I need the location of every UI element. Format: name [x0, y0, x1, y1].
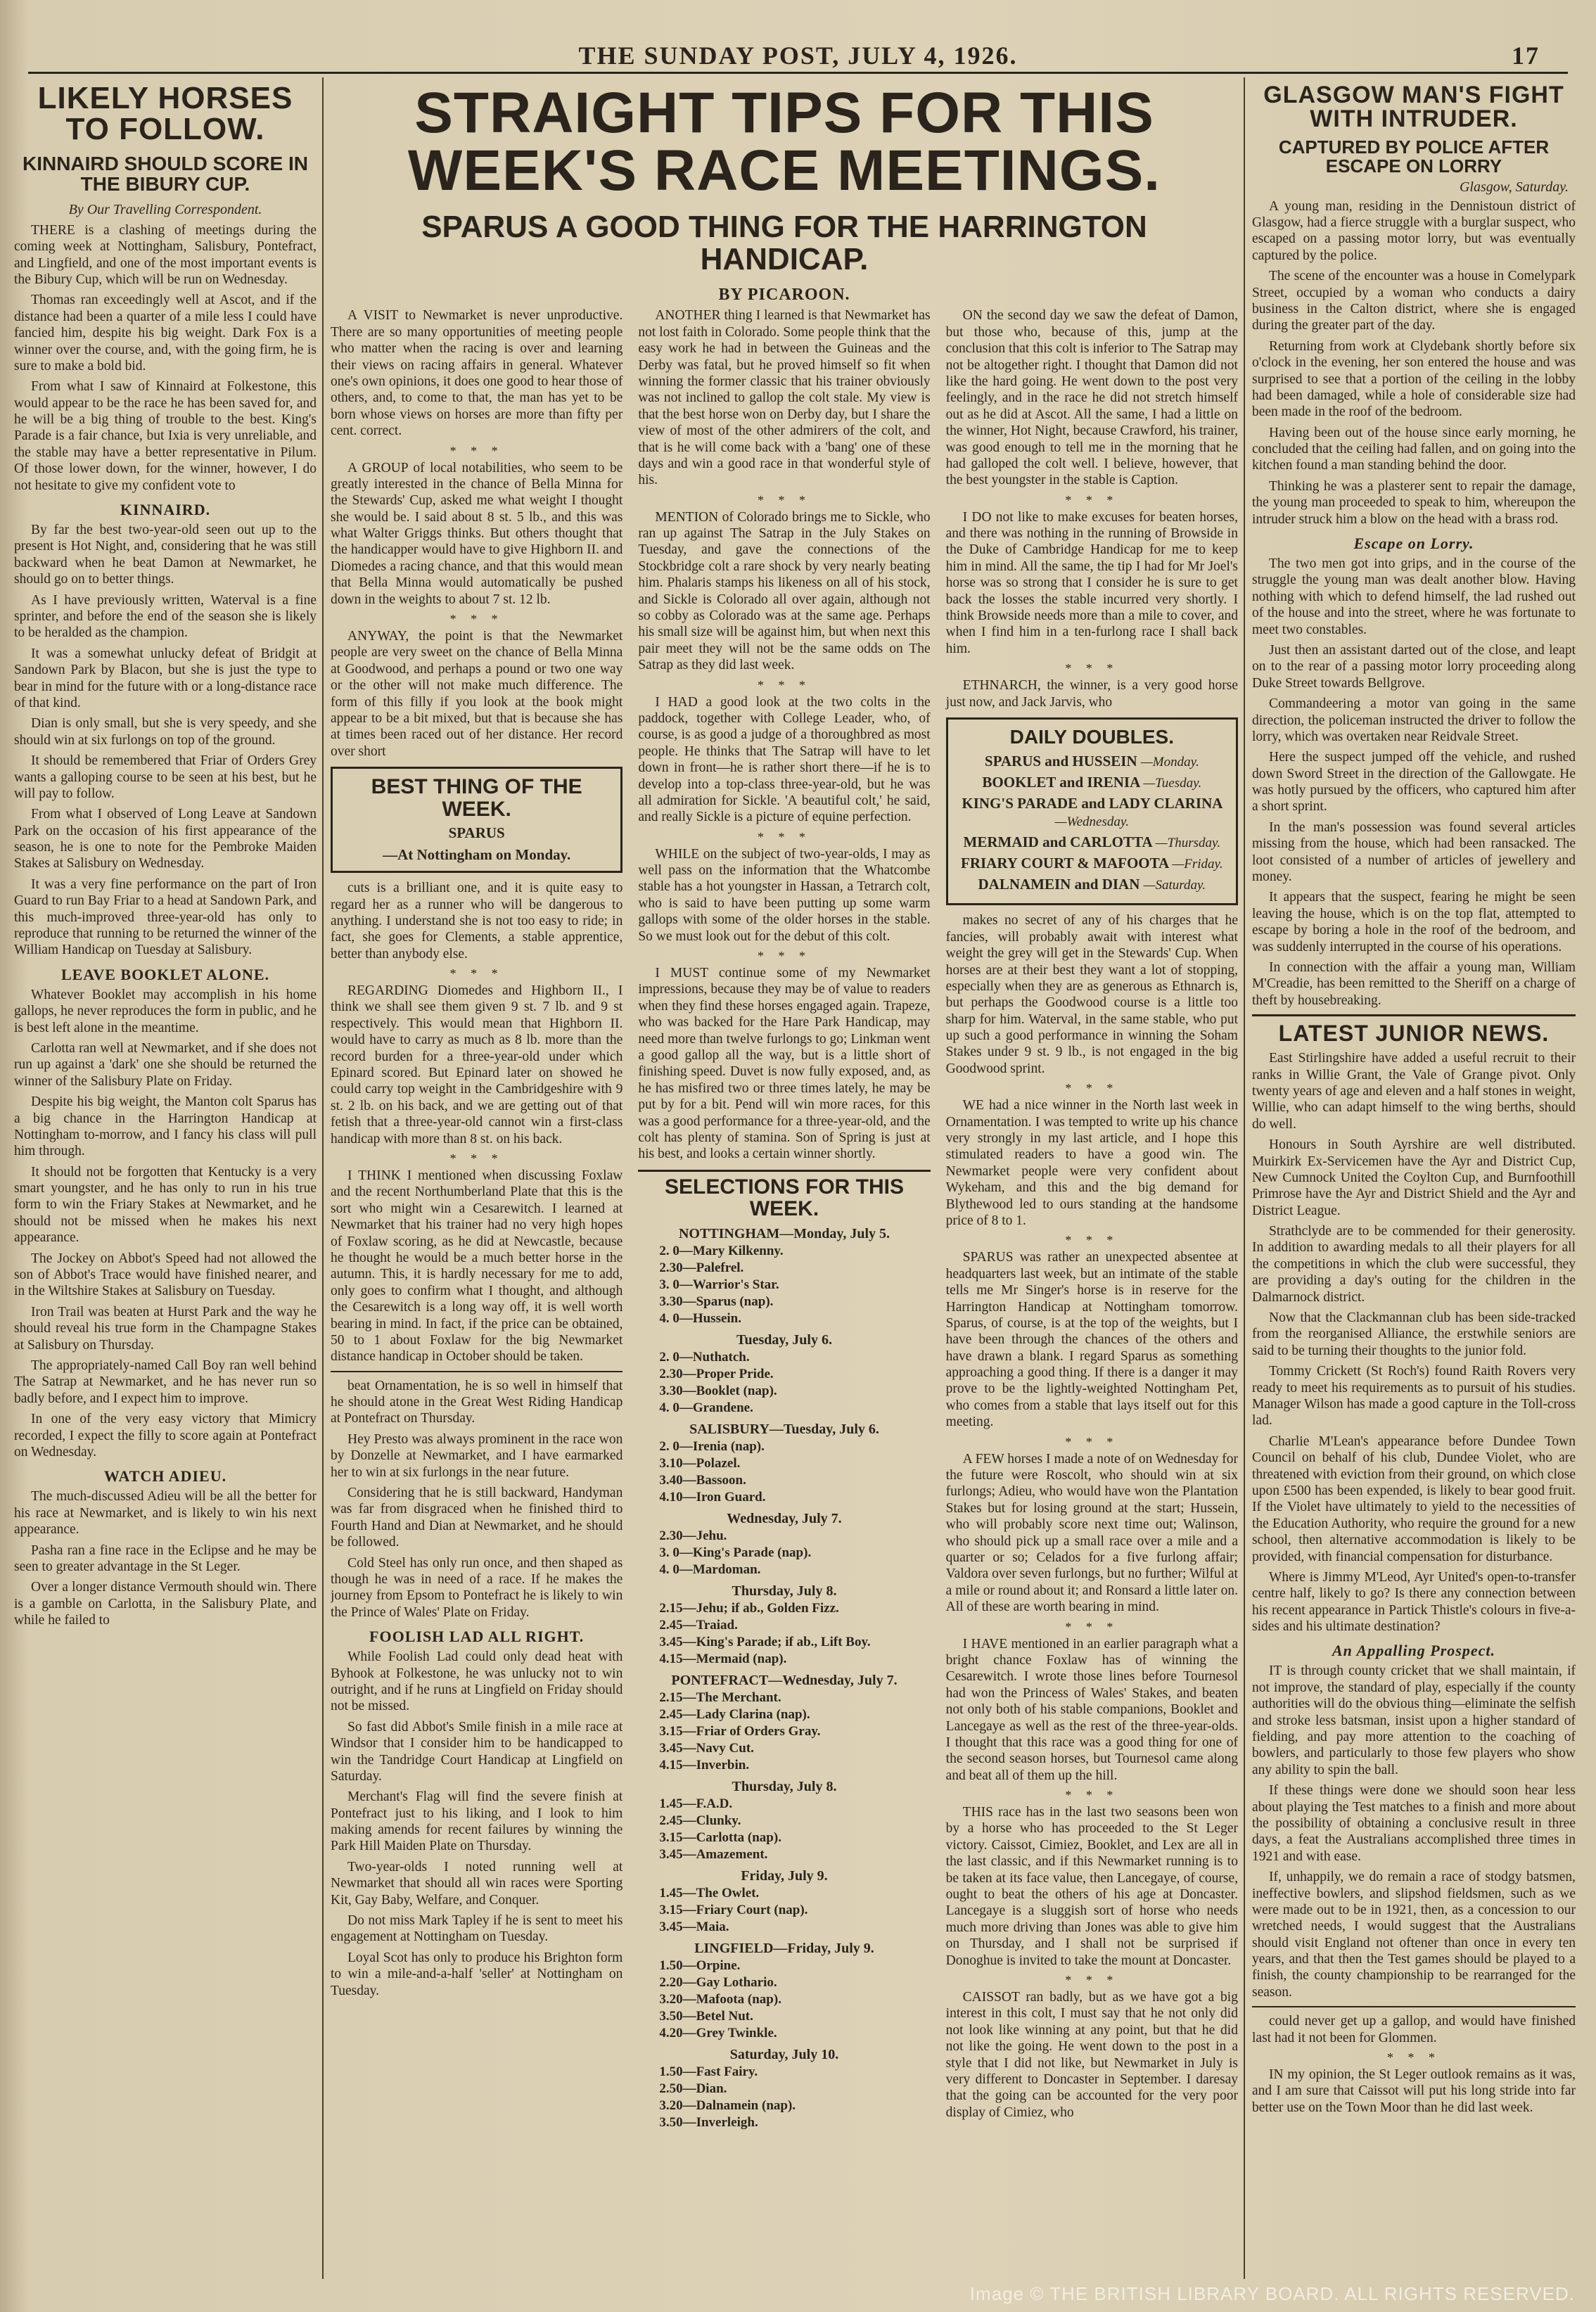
selections-day-label: Thursday, July 8. — [732, 1778, 837, 1794]
left-paragraph: From what I observed of Long Leave at Sandown Park on the occasion of his first appearance of the season, he is one to note for the Pembroke Maiden Stakes at Salisbury on Wednesday. — [14, 807, 317, 871]
story-paragraph: Hey Presto was always prominent in the race won by Donzelle at Newmarket, and I have earmarked her to win at six furlongs in the near future. — [331, 1431, 623, 1480]
story-paragraph: Two-year-olds I noted running well at Newmarket that should all win races were Sporting Kit, Gay Baby, Welfare, and Conquer. — [331, 1859, 623, 1908]
story-paragraph: A GROUP of local notabilities, who seem to be greatly interested in the chance of Bella Minna for the Stewards' Cup, asked me what weight I thought she would be. I said about 8 st. 5 lb., and this was what Walter Griggs thinks. But others thought that the handicapper would have to give Highborn II. and Diomedes a racing chance, and that this would mean that Bella Minna would automatically be pushed down in the weights to about 7 st. 12 lb. — [331, 460, 623, 607]
main-byline: BY PICAROON. — [718, 286, 850, 305]
story-paragraph: A VISIT to Newmarket is never unproductive. There are so many opportunities of meeting people who matter when the racing is over and learning their views on racing affairs in general. Whatever one's own opinions, it does one good to hear those of others, and, to come to that, the man has yet to be born whose views on horses are more than fifty per cent. correct. — [331, 308, 623, 439]
right-paragraph: The two men got into grips, and in the course of the struggle the young man was dealt another blow. Having nothing with which to defend himself, the lad rushed out of the house and into the street, where he was fortunate to meet two constables. — [1252, 556, 1576, 637]
left-paragraph: It should be remembered that Friar of Orders Grey wants a galloping course to be seen at his best, but he will pay to follow. — [14, 753, 317, 801]
right-paragraph: In connection with the affair a young man, William M'Creadie, has been remitted to the Sheriff on a charge of theft by housebreaking. — [1252, 960, 1576, 1008]
right-paragraph: IN my opinion, the St Leger outlook remains as it was, and I am sure that Caissot will put his long stride into far better use on the Town Moor than he did last week. — [1252, 2067, 1576, 2115]
left-paragraph: Carlotta ran well at Newmarket, and if she does not run up against a 'dark' one she should be returned the winner of the Salisbury Plate on Friday. — [14, 1040, 317, 1089]
story-paragraph: Considering that he is still backward, Handyman was far from disgraced when he finished third to Fourth Hand and Dian at Newmarket, and he should be followed. — [331, 1486, 623, 1550]
selection-row: 2.45—Clunky. — [659, 1813, 741, 1828]
masthead — [28, 37, 1568, 74]
right-paragraph: Where is Jimmy M'Leod, Ayr United's open-to-transfer centre half, likely to go? Is there any connection between his recent appearance in Partick Thistle's colours in five-a-sides and his ultimate destination? — [1252, 1569, 1576, 1635]
double-day: —Friday. — [1172, 856, 1223, 871]
selection-row: 2.30—Proper Pride. — [659, 1366, 774, 1381]
selection-row: 2.15—The Merchant. — [659, 1690, 781, 1705]
double-pair: FRIARY COURT & MAFOOTA — [961, 854, 1169, 871]
story-paragraph: I HAD a good look at the two colts in the paddock, together with College Leader, who, of course, is as good a judge of a thoroughbred as most people. He thinks that The Satrap will have to let down in front—he is rather short there—if he is to develop into a top-class three-year-old, but he was all admiration for Sickle. 'A beautiful colt,' he said, and really Sickle is a picture of equine perfection. — [638, 694, 931, 825]
selection-row: 3.30—Booklet (nap). — [659, 1383, 777, 1398]
left-column — [14, 77, 317, 2293]
double-day: —Wednesday. — [1054, 815, 1129, 830]
left-section-kinnaird: KINNAIRD. — [120, 501, 211, 519]
right-headline: GLASGOW MAN'S FIGHT WITH INTRUDER. — [1263, 82, 1564, 132]
selections-day-label: NOTTINGHAM—Monday, July 5. — [678, 1225, 890, 1241]
left-paragraph: Dian is only small, but she is very speedy, and she should win at six furlongs on top of the ground. — [14, 716, 317, 748]
selections-day — [638, 1511, 930, 1578]
selection-row: 2. 0—Mary Kilkenny. — [659, 1243, 784, 1258]
selection-row: 1.50—Orpine. — [659, 1957, 741, 1973]
daily-doubles-title: DAILY DOUBLES. — [1009, 725, 1175, 748]
right-paragraph: could never get up a gallop, and would have finished last had it not been for Glommen. — [1252, 2014, 1576, 2045]
story-paragraph: cuts is a brilliant one, and it is quite easy to regard her as a runner who will be dangerous to anything. I understand she is not too easy to ride; in fact, she goes for Clements, a stable apprentice, better than anybody else. — [331, 881, 623, 962]
selection-row: 2.30—Palefrel. — [659, 1260, 744, 1275]
story-paragraph: WHILE on the subject of two-year-olds, I may as well pass on the information that the Whatcombe stable has a hot youngster in Hassan, a Tetrarch colt, who is said to have been putting up some warm gallops with some of the older horses in the stable. So we must look out for the debut of this colt. — [638, 846, 931, 944]
separator: * * * — [757, 677, 811, 692]
story-paragraph: makes no secret of any of his charges that he fancies, will probably await with interest what weight the grey will get in the Stewards' Cup. When horses are at their best they want a lot of stopping, especially when they are as generous as Ethnarch is, but perhaps the Goodwood course is a little too sharp for him. Waterval, in the same stable, who put up such a good performance in winning the Soham Stakes under 9 st. 9 lb., is not engaged in the big Goodwood sprint. — [945, 913, 1238, 1076]
selection-row: 2.45—Traiad. — [659, 1617, 738, 1633]
story-paragraph: I THINK I mentioned when discussing Foxlaw and the recent Northumberland Plate that this is the sort who might win a Cesarewitch. I learned at Newmarket that his trainer had no very high hopes of Foxlaw scoring, as he did at Newcastle, because he thought he would be a much better horse in the autumn. This, it is hardly necessary for me to add, only goes to confirm what I thought, and although the Cesarewitch is a long way off, it is well worth bearing in mind. In fact, if the price can be obtained, 50 to 1 about Foxlaw for the big Newmarket distance handicap in October should be taken. — [331, 1168, 623, 1365]
story-paragraph: ON the second day we saw the defeat of Damon, but those who, because of this, jump at the conclusion that this colt is inferior to The Satrap may not be altogether right. I thought that Damon did not like the hard going. He went down to the post very feelingly, and in the race he did not stretch himself out as he did at Ascot. All the same, I had a little on the winner, Hot Night, because Crawford, his trainer, was good enough to tell me in the morning that he had galloped the colt well. I believe, however, that the best youngster in the stable is Caption. — [945, 308, 1238, 488]
left-section-booklet: LEAVE BOOKLET ALONE. — [60, 965, 270, 983]
daily-double-row — [957, 876, 1227, 894]
best-thing-box — [331, 767, 623, 873]
daily-double-row — [957, 795, 1227, 831]
left-paragraph: The appropriately-named Call Boy ran well behind The Satrap at Newmarket, and he has never run so badly before, and I expect him to improve. — [14, 1358, 317, 1406]
daily-double-row — [957, 855, 1227, 873]
selection-row: 2.50—Dian. — [659, 2081, 727, 2096]
selection-row: 2.15—Jehu; if ab., Golden Fizz. — [659, 1600, 839, 1616]
selection-row: 1.45—F.A.D. — [659, 1796, 733, 1811]
junior-news-headline: LATEST JUNIOR NEWS. — [1278, 1021, 1550, 1047]
right-paragraph: Now that the Clackmannan club has been side-tracked from the reorganised Alliance, the erstwhile seniors are said to be turning their thoughts to the junior fold. — [1252, 1310, 1576, 1358]
left-paragraph: Pasha ran a fine race in the Eclipse and he may be seen to greater advantage in the St Leger. — [14, 1543, 317, 1574]
selection-row: 3.50—Betel Nut. — [659, 2008, 753, 2024]
selection-row: 3.20—Mafoota (nap). — [659, 1991, 781, 2007]
selections-day-label: Tuesday, July 6. — [736, 1331, 832, 1348]
best-thing-where: —At Nottingham on Monday. — [383, 846, 571, 864]
left-paragraph: It was a very fine performance on the part of Iron Guard to run Bay Friar to a head at Sandown Park, and this much-improved three-year-old has only to reproduce that running to be returned the winner of the William Handicap on Tuesday at Salisbury. — [14, 876, 317, 958]
selection-row: 3.45—Amazement. — [659, 1846, 768, 1862]
separator: * * * — [449, 443, 504, 458]
column-rule-left — [322, 77, 324, 2279]
story-paragraph: REGARDING Diomedes and Highborn II., I think we shall see them given 9 st. 7 lb. and 9 st respectively. This would mean that Highborn II. would have to carry as much as 8 lb. more than the record burden for a three-year-old under which Epinard scored. But Epinard later on showed he could carry top weight in the Cambridgeshire with 9 st. 2 lb. on his back, and we are getting out of that fetish that a three-year-old cannot win a first-class handicap with more than 8 st. on his back. — [331, 983, 623, 1147]
selection-row: 3.20—Dalnamein (nap). — [659, 2097, 796, 2113]
copyright-footer: Image © THE BRITISH LIBRARY BOARD. ALL RIGHTS RESERVED. — [969, 2283, 1575, 2304]
selection-row: 3.15—Carlotta (nap). — [659, 1829, 781, 1845]
separator: * * * — [1065, 1434, 1119, 1449]
right-paragraph: It appears that the suspect, fearing he might be seen leaving the house, which is on the top flat, attempted to escape by boring a hole in the roof of the bedroom, and was suddenly interrupted in the course of his operations. — [1252, 890, 1576, 954]
right-paragraph: Charlie M'Lean's appearance before Dundee Town Council on behalf of his club, Dundee Violet, who are threatened with eviction from their ground, on which close upon £500 has been expended, is likely to bear good fruit. If the Violet have ultimately to yield to the necessities of the Education Authority, who require the ground for a new school, then alternative accommodation is likely to be provided, with financial compensation for disturbance. — [1252, 1433, 1576, 1564]
selection-row: 3.30—Sparus (nap). — [659, 1294, 774, 1309]
separator: * * * — [1387, 2050, 1441, 2065]
selection-row: 4.10—Iron Guard. — [659, 1489, 766, 1505]
separator: * * * — [1065, 1233, 1119, 1248]
selections-day-label: Saturday, July 10. — [729, 2046, 839, 2062]
separator: * * * — [449, 612, 504, 627]
selections-day-label: LINGFIELD—Friday, July 9. — [694, 1940, 874, 1956]
story-paragraph: While Foolish Lad could only dead heat with Byhook at Folkestone, he was unlucky not to win outright, and if he runs at Lingfield on Friday should not be missed. — [331, 1649, 623, 1714]
selections-day-label: SALISBURY—Tuesday, July 6. — [689, 1421, 879, 1437]
selections-table — [638, 1170, 930, 2131]
left-paragraph: Thomas ran exceedingly well at Ascot, and if the distance had been a quarter of a mile less I could have fancied him, despite his big weight. Dark Fox is a winner over the course, and, with the going firm, he is sure to make a bold bid. — [14, 293, 317, 373]
left-paragraph: Iron Trail was beaten at Hurst Park and the way he should reveal his true form in the Champagne Stakes at Salisbury on Thursday. — [14, 1304, 317, 1353]
divider — [1252, 2006, 1576, 2007]
main-column-2 — [638, 307, 930, 2131]
story-paragraph: Cold Steel has only run once, and then shaped as though he was in need of a race. If he makes the journey from Epsom to Pontefract he is likely to win the Prince of Wales' Plate on Friday. — [331, 1555, 623, 1620]
selections-day — [638, 1332, 930, 1416]
selection-row: 3.15—Friary Court (nap). — [659, 1902, 808, 1917]
separator: * * * — [757, 492, 811, 507]
story-paragraph: CAISSOT ran badly, but as we have got a big interest in this colt, I must say that he not only did not look like winning at any point, but that he did not like the going. He went down to the post in a style that I did not like, but Newmarket in July is very different to Doncaster in September. I daresay that the going can be accounted for the very poor display of Cimiez, who — [945, 1989, 1238, 2120]
separator: * * * — [1065, 1619, 1119, 1634]
column-rule-right — [1244, 77, 1245, 2279]
story-paragraph: I MUST continue some of my Newmarket impressions, because they may be of value to readers when they find these horses engaged again. Trapeze, who was backed for the Hare Park Handicap, may need more than twelve furlongs to go; Linkman went a good gallop all the way, but is a little short of finishing speed. Duvet is now fully exposed, and, as he has misfired two or three times lately, he may be put by for a bit. Pend will win more races, for this was a good performance for a three-year-old, and the colt has plenty of stamina. Son of Spring is just at his best, and looks a certain winner shortly. — [638, 966, 931, 1162]
separator: * * * — [449, 1151, 504, 1165]
left-paragraph: THERE is a clashing of meetings during the coming week at Nottingham, Salisbury, Pontefract, and Lingfield, and one of the most important events is the Bibury Cup, which will be run on Wednesday. — [14, 222, 317, 287]
selections-day — [638, 1422, 930, 1505]
right-column — [1252, 77, 1576, 2293]
selections-day — [638, 1868, 930, 1935]
right-paragraph: Tommy Crickett (St Roch's) found Raith Rovers very ready to meet his requirements as to pursuit of his studies. Manager Wilson has made a good capture in the Toll-cross lad. — [1252, 1364, 1576, 1429]
double-day: —Tuesday. — [1143, 776, 1202, 791]
double-pair: KING'S PARADE and LADY CLARINA — [962, 794, 1222, 812]
story-paragraph: A FEW horses I made a note of on Wednesday for the future were Roscolt, who should win at six furlongs; Adieu, who would have won the Plantation Stakes but for losing ground at the start; Hussein, who will probably score next time out; Walinson, who should pick up a small race over a mile and a quarter or so; Celados for a five furlong affair; Valdora over seven furlongs, but no further; Wilful at a mile or round about it; and Ronsard a little later on. All of these are worth bearing in mind. — [945, 1451, 1238, 1615]
separator: * * * — [1065, 1972, 1119, 1987]
selection-row: 2.45—Lady Clarina (nap). — [659, 1706, 810, 1722]
story-paragraph: Loyal Scot has only to produce his Brighton form to win a mile-and-a-half 'seller' at Nottingham on Tuesday. — [331, 1950, 623, 1998]
selection-row: 3.10—Polazel. — [659, 1455, 741, 1471]
selections-day — [638, 1779, 930, 1863]
double-day: —Saturday. — [1143, 877, 1206, 893]
left-paragraph: The much-discussed Adieu will be all the better for his race at Newmarket, and is likely to win his next appearance. — [14, 1489, 317, 1538]
main-story — [331, 77, 1238, 2293]
selections-day-label: Friday, July 9. — [741, 1867, 828, 1884]
main-columns — [331, 307, 1238, 2131]
selections-day — [638, 1583, 930, 1667]
double-pair: MERMAID and CARLOTTA — [963, 833, 1152, 850]
right-paragraph: The scene of the encounter was a house in Comelypark Street, occupied by a woman who conducts a dairy business in the Calton district, where she is engaged during the greater part of the day. — [1252, 269, 1576, 333]
left-section-adieu: WATCH ADIEU. — [103, 1467, 227, 1486]
right-paragraph: Strathclyde are to be commended for their generosity. In addition to awarding medals to all their players for all the competitions in which the club were successful, they are providing a day's outing for the children in the Dalmarnock district. — [1252, 1224, 1576, 1305]
main-headline: STRAIGHT TIPS FOR THIS WEEK'S RACE MEETINGS. — [407, 81, 1161, 203]
story-paragraph: ETHNARCH, the winner, is a very good horse just now, and Jack Jarvis, who — [945, 678, 1238, 710]
right-paragraph: If these things were done we should soon hear less about playing the Test matches to a finish and more about the possibility of obtaining a conclusive result in three days, a feat the Australians accomplished three times in 1921 and with ease. — [1252, 1783, 1576, 1864]
left-paragraph: Whatever Booklet may accomplish in his home gallops, he never reproduces the form in public, and he is best left alone in the meantime. — [14, 987, 317, 1035]
separator: * * * — [1065, 492, 1119, 507]
right-paragraph: Having been out of the house since early morning, he concluded that the ceiling had fallen, and on going into the kitchen found a man standing behind the door. — [1252, 425, 1576, 473]
story-paragraph: So fast did Abbot's Smile finish in a mile race at Windsor that I consider him to be handicapped to win the Tandridge Court Handicap at Lingfield on Saturday. — [331, 1719, 623, 1784]
separator: * * * — [1065, 1788, 1119, 1803]
left-paragraph: Despite his big weight, the Manton colt Sparus has a big chance in the Harrington Handicap at Nottingham to-morrow, and I fancy his class will pull him through. — [14, 1094, 317, 1159]
left-paragraph: It should not be forgotten that Kentucky is a very smart youngster, and he has only to run in his true form to win the Friary Stakes at Newmarket, and he should not be missed when he makes his next appearance. — [14, 1164, 317, 1246]
main-subhead: SPARUS A GOOD THING FOR THE HARRINGTON HANDICAP. — [421, 210, 1147, 277]
right-paragraph: Returning from work at Clydebank shortly before six o'clock in the evening, her son entered the house and was surprised to see that a portion of the ceiling in the lobby had been damaged, while a hole of considerable size had been made in the roof of the bedroom. — [1252, 338, 1576, 420]
double-day: —Monday. — [1140, 755, 1199, 770]
best-thing-horse: SPARUS — [448, 824, 505, 842]
selections-day-label: Thursday, July 8. — [732, 1583, 837, 1599]
right-section-appalling: An Appalling Prospect. — [1332, 1642, 1496, 1660]
right-paragraph: Just then an assistant darted out of the close, and leapt on to the rear of a passing motor lorry proceeding along Duke Street towards Bellgrove. — [1252, 642, 1576, 691]
story-paragraph: Do not miss Mark Tapley if he is sent to meet his engagement at Nottingham on Tuesday. — [331, 1913, 623, 1945]
right-section-escape: Escape on Lorry. — [1353, 535, 1474, 553]
separator: * * * — [1065, 1081, 1119, 1096]
selections-day-label: PONTEFRACT—Wednesday, July 7. — [671, 1672, 898, 1688]
section-foolish-lad: FOOLISH LAD ALL RIGHT. — [369, 1628, 585, 1646]
best-thing-title: BEST THING OF THE WEEK. — [371, 775, 582, 821]
selection-row: 3.15—Friar of Orders Gray. — [659, 1723, 821, 1739]
separator: * * * — [449, 966, 504, 981]
story-paragraph: MENTION of Colorado brings me to Sickle, who ran up against The Satrap in the July Stakes on Tuesday, and gave the connections of the Stockbridge colt a rare shock by very nearly beating him. Phalaris stamps his likeness on all of his stock, and Sickle is Colorado all over again, although not so cobby as Colorado was at the same age. Perhaps his small size will be against him, but when next this pair meet they will not be the same odds on The Satrap as they did last week. — [638, 509, 931, 673]
right-paragraph: IT is through county cricket that we shall maintain, if not improve, the standard of play, especially if the county authorities will do the obvious thing—eliminate the selfish and stroke less batsman, insist upon a higher standard of fielding, and pay more attention to the coaching of bowlers, and particularly to those few players who show any ability to spin the ball. — [1252, 1663, 1576, 1777]
divider — [1252, 1014, 1576, 1016]
story-paragraph: ANOTHER thing I learned is that Newmarket has not lost faith in Colorado. Some people think that the easy work he had in between the Guineas and the Derby was fatal, but he proved himself so fit when winning the former classic that his trainer obviously was not inclined to gallop the colt stale. My view is that the best horse won on Derby day, but I share the view of most of the other admirers of the colt, and that is he will come back with a 'bang' one of these days and win a good race in that wonderful style of his. — [638, 308, 931, 488]
selection-row: 3.45—Navy Cut. — [659, 1740, 754, 1756]
right-paragraph: Honours in South Ayrshire are well distributed. Muirkirk Ex-Servicemen have the Ayr and District Cup, New Cumnock United the Coylton Cup, and Burnfoothill Primrose have the Ayr and District Shield and the Ayr and District League. — [1252, 1137, 1576, 1218]
story-paragraph: SPARUS was rather an unexpected absentee at headquarters last week, but an intimate of the stable tells me Mr Singer's horse is in reserve for the Harrington Handicap at Nottingham tomorrow. Sparus, of course, is at the top of the weights, but I have been through the chances of the others and have drawn a blank. I regard Sparus as something approaching a good thing. If there is a danger it may prove to be the lightly-weighted Nottingham Pet, who comes from a stable that lays itself out for this meeting. — [945, 1250, 1238, 1430]
selections-day-label: Wednesday, July 7. — [727, 1510, 842, 1526]
story-paragraph: I DO not like to make excuses for beaten horses, and there was nothing in the running of Browside in the Duke of Cambridge Handicap for me to keep him in mind. All the same, the tip I had for Mr Joel's horse was so strong that I consider he is sure to get back the losses the stable incurred very shortly. I think Browside needs more than a mile to cover, and when I find him in a ten-furlong race I shall back him. — [945, 509, 1238, 656]
right-paragraph: Here the suspect jumped off the vehicle, and rushed down Sword Street in the direction of the Gallowgate. He was hotly pursued by the officers, who captured him after a short sprint. — [1252, 750, 1576, 815]
story-paragraph: ANYWAY, the point is that the Newmarket people are very sweet on the chance of Bella Minna at Goodwood, and perhaps a pound or two one way or the other will not make much difference. The form of this filly if you look at the book might appear to be a bit mixed, but that is because she has at times been raced out of her distance. Her record over short — [331, 629, 623, 759]
left-paragraph: As I have previously written, Waterval is a fine sprinter, and before the end of the season she is likely to be heralded as the champion. — [14, 592, 317, 641]
selection-row: 3.40—Bassoon. — [659, 1472, 746, 1488]
selection-row: 4. 0—Hussein. — [659, 1310, 741, 1326]
right-paragraph: East Stirlingshire have added a useful recruit to their ranks in Willie Grant, the Vale of Grange pivot. Only twenty years of age and eleven and a half stones in weight, Willie, who can adapt himself to the wing berths, should do well. — [1252, 1051, 1576, 1132]
right-paragraph: A young man, residing in the Dennistoun district of Glasgow, had a fierce struggle with a burglar suspect, who escaped on a passing motor lorry, but was eventually captured by the police. — [1252, 198, 1576, 263]
selection-row: 4.15—Mermaid (nap). — [659, 1651, 787, 1666]
left-byline: By Our Travelling Correspondent. — [68, 201, 262, 217]
double-pair: DALNAMEIN and DIAN — [978, 875, 1140, 893]
selection-row: 1.45—The Owlet. — [659, 1885, 760, 1901]
selection-row: 3.45—King's Parade; if ab., Lift Boy. — [659, 1634, 871, 1649]
left-paragraph: Over a longer distance Vermouth should win. There is a gamble on Carlotta, in the Salisbury Plate, and while he failed to — [14, 1580, 317, 1628]
selection-row: 2. 0—Irenia (nap). — [659, 1438, 765, 1454]
selections-day — [638, 1226, 930, 1327]
daily-double-row — [957, 834, 1227, 852]
daily-doubles-box — [946, 717, 1238, 905]
selections-day — [638, 2047, 930, 2131]
selection-row: 4. 0—Mardoman. — [659, 1561, 761, 1577]
page-number: 17 — [1512, 41, 1540, 70]
divider — [331, 1371, 623, 1372]
left-paragraph: In one of the very easy victory that Mimicry recorded, I expect the filly to score again at Pontefract on Wednesday. — [14, 1412, 317, 1460]
double-day: —Thursday. — [1155, 835, 1221, 850]
left-paragraph: From what I saw of Kinnaird at Folkestone, this would appear to be the race he has been saved for, and he will be a big thing of trouble to the best. King's Parade is a fair chance, but Ixia is very unreliable, and the stable may have a better representative in Pilum. Of those lower down, for the winner, however, I do not hesitate to give my confident vote to — [14, 379, 317, 493]
selection-row: 2. 0—Nuthatch. — [659, 1349, 750, 1365]
story-paragraph: THIS race has in the last two seasons been won by a horse who has proceeded to the St Leger victory. Caissot, Cimiez, Booklet, and Lex are all in the last classic, and if this Newmarket running is to be taken at its face value, then Lancegaye, of course, ought to beat the others of his age at Doncaster. Lancegaye is a sluggish sort of horse who needs much more driving than Jones was able to give him on Thursday, and I shall not be surprised if Donoghue is invited to take the mount at Doncaster. — [945, 1805, 1238, 1968]
left-paragraph: It was a somewhat unlucky defeat of Bridgit at Sandown Park by Blacon, but she is just the type to bear in mind for the future with or a long-distance race of that kind. — [14, 646, 317, 710]
masthead-title: THE SUNDAY POST, JULY 4, 1926. — [578, 41, 1018, 70]
separator: * * * — [757, 949, 811, 964]
selection-row: 1.50—Fast Fairy. — [659, 2064, 758, 2079]
selection-row: 3. 0—King's Parade (nap). — [659, 1545, 812, 1560]
right-subhead: CAPTURED BY POLICE AFTER ESCAPE ON LORRY — [1278, 136, 1550, 177]
selection-row: 4.15—Inverbin. — [659, 1757, 750, 1773]
double-pair: SPARUS and HUSSEIN — [984, 753, 1137, 770]
selection-row: 2.30—Jehu. — [659, 1528, 727, 1543]
right-dateline: Glasgow, Saturday. — [1459, 179, 1569, 195]
daily-double-row — [957, 774, 1227, 792]
main-column-3 — [946, 307, 1238, 2131]
selections-title: SELECTIONS FOR THIS WEEK. — [664, 1175, 904, 1221]
story-paragraph: beat Ornamentation, he is so well in himself that he should atone in the Great West Riding Handicap at Pontefract on Thursday. — [331, 1378, 623, 1426]
selection-row: 4.20—Grey Twinkle. — [659, 2025, 777, 2040]
right-paragraph: If, unhappily, we do remain a race of stodgy batsmen, ineffective bowlers, and slipshod fieldsmen, such as we were made out to be in 1921, then, as a concession to our wretched needs, I would suggest that the Australians should visit England not oftener than once in every ten years, and that then the Test games should be played to a finish, the county championship to be rearranged for the season. — [1252, 1870, 1576, 2000]
selection-row: 4. 0—Grandene. — [659, 1400, 753, 1415]
story-paragraph: WE had a nice winner in the North last week in Ornamentation. I was tempted to write up his chance very strongly in my last article, and I hope this stimulated readers to have a good win. The Newmarket people were very confident about Wykeham, and this and the big demand for Blythewood led to ours standing at the handsome price of 8 to 1. — [945, 1098, 1238, 1228]
left-paragraph: The Jockey on Abbot's Speed had not allowed the son of Abbot's Trace would have finished nearer, and in the Wiltshire Stakes at Salisbury on Tuesday. — [14, 1251, 317, 1299]
left-subhead: KINNAIRD SHOULD SCORE IN THE BIBURY CUP. — [22, 153, 308, 196]
selections-day — [638, 1941, 930, 2041]
left-headline: LIKELY HORSES TO FOLLOW. — [37, 81, 293, 146]
selection-row: 3.45—Maia. — [659, 1919, 729, 1934]
selection-row: 2.20—Gay Lothario. — [659, 1974, 777, 1990]
double-pair: BOOKLET and IRENIA — [982, 774, 1140, 791]
selections-day — [638, 1673, 930, 1773]
right-paragraph: In the man's possession was found several articles missing from the house, which had been ransacked. The loot consisted of a number of articles of jewellery and money. — [1252, 819, 1576, 885]
selection-row: 3.50—Inverleigh. — [659, 2114, 758, 2130]
separator: * * * — [757, 829, 811, 844]
story-paragraph: Merchant's Flag will find the severe finish at Pontefract just to his liking, and I look to him making amends for recent failures by winning the Park Hill Maiden Plate on Thursday. — [331, 1789, 623, 1854]
left-paragraph: By far the best two-year-old seen out up to the present is Hot Night, and, considering that he was still backward when he beat Damon at Newmarket, he should go on to better things. — [14, 523, 317, 587]
right-paragraph: Thinking he was a plasterer sent to repair the damage, the young man proceeded to speak to him, whereupon the intruder struck him a blow on the head with a brass rod. — [1252, 478, 1576, 527]
selection-row: 3. 0—Warrior's Star. — [659, 1277, 779, 1292]
story-paragraph: I HAVE mentioned in an earlier paragraph what a bright chance Foxlaw has of winning the Cesarewitch. I wrote those lines before Tournesol had won the Princess of Wales' Stakes, and beaten not only both of his stable companions, Booklet and Lancegaye as well as the rest of the three-year-olds. I thought that this race was a good thing for one of the second season horses, but Tournesol came along and beat all of them up the hill. — [945, 1636, 1238, 1783]
daily-double-row — [957, 753, 1227, 771]
main-column-1 — [331, 307, 623, 2131]
separator: * * * — [1065, 661, 1119, 676]
right-paragraph: Commandeering a motor van going in the same direction, the policeman instructed the driver to follow the lorry, which was overtaken near Reidvale Street. — [1252, 696, 1576, 744]
